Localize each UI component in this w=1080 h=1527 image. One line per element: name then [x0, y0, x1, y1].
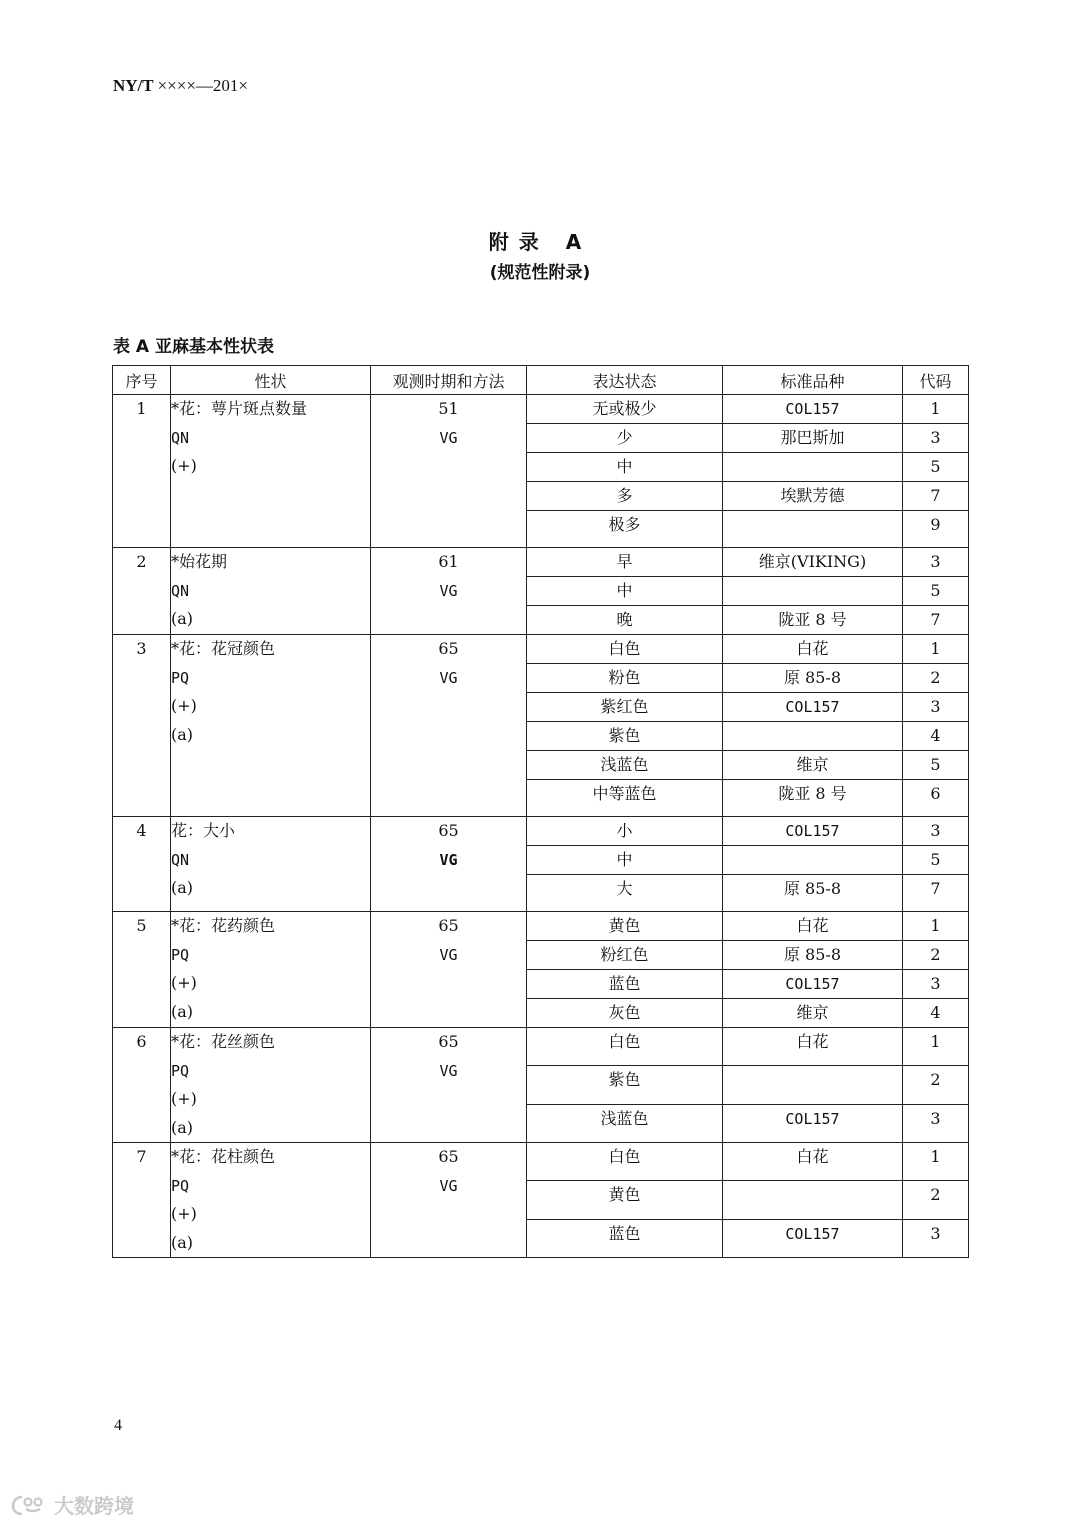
variety-cell: 维京 [723, 999, 903, 1028]
trait-name: *花：花冠颜色 [171, 639, 276, 658]
trait-attribute: PQ [171, 1061, 190, 1080]
state-cell: 中 [527, 577, 723, 606]
variety-cell: 维京(VIKING) [723, 548, 903, 577]
variety-cell [723, 846, 903, 875]
seq-number: 3 [136, 639, 147, 658]
state-cell: 粉色 [527, 664, 723, 693]
variety-cell: COL157 [723, 970, 903, 999]
trait-attribute: (a) [171, 724, 194, 744]
seq-cell [113, 395, 171, 548]
state-cell: 多 [527, 482, 723, 511]
observation-cell [371, 548, 527, 635]
trait-attribute: (+) [171, 1204, 197, 1223]
standard-number: ××××—201× [157, 76, 248, 95]
table-header-row [113, 366, 969, 395]
variety-cell: 白花 [723, 912, 903, 941]
state-cell: 中等蓝色 [527, 780, 723, 817]
observation-method: VG [439, 668, 458, 687]
state-cell: 白色 [527, 1143, 723, 1181]
variety-cell [723, 1181, 903, 1219]
code-cell: 4 [903, 999, 969, 1028]
code-cell: 1 [903, 395, 969, 424]
column-header: 代码 [903, 366, 969, 395]
variety-cell: 陇亚 8 号 [723, 606, 903, 635]
code-cell: 1 [903, 1028, 969, 1066]
variety-cell [723, 511, 903, 548]
state-cell: 浅蓝色 [527, 751, 723, 780]
observation-cell [371, 1143, 527, 1258]
code-cell: 4 [903, 722, 969, 751]
variety-cell: COL157 [723, 1104, 903, 1142]
trait-attribute: PQ [171, 945, 190, 964]
variety-cell: 埃默芳德 [723, 482, 903, 511]
variety-cell [723, 722, 903, 751]
trait-name: *花：萼片斑点数量 [171, 399, 308, 418]
trait-name: *花：花柱颜色 [171, 1147, 276, 1166]
trait-attribute: (a) [171, 1001, 194, 1021]
column-header: 观测时期和方法 [371, 366, 527, 395]
variety-cell [723, 577, 903, 606]
trait-attribute: (+) [171, 1089, 197, 1108]
observation-method: VG [439, 945, 458, 964]
trait-name: *始花期 [171, 552, 228, 571]
seq-cell [113, 912, 171, 1028]
variety-cell: 那巴斯加 [723, 424, 903, 453]
trait-attribute: QN [171, 850, 190, 869]
observation-method: VG [439, 1176, 458, 1195]
growth-stage: 65 [438, 639, 459, 658]
code-cell: 1 [903, 912, 969, 941]
code-cell: 6 [903, 780, 969, 817]
trait-attribute: (+) [171, 456, 197, 475]
state-cell: 灰色 [527, 999, 723, 1028]
trait-attribute: (a) [171, 1117, 194, 1137]
variety-cell: COL157 [723, 817, 903, 846]
trait-name: *花：花丝颜色 [171, 1032, 276, 1051]
table-row [113, 1028, 969, 1066]
code-cell: 3 [903, 970, 969, 999]
variety-cell: 白花 [723, 1143, 903, 1181]
state-cell: 紫色 [527, 722, 723, 751]
code-cell: 7 [903, 606, 969, 635]
trait-cell [171, 395, 371, 548]
standard-code [113, 76, 248, 96]
code-cell: 3 [903, 693, 969, 722]
state-cell: 浅蓝色 [527, 1104, 723, 1142]
trait-attribute: (a) [171, 609, 194, 628]
code-cell: 2 [903, 664, 969, 693]
state-cell: 白色 [527, 635, 723, 664]
seq-number: 6 [136, 1032, 147, 1051]
state-cell: 晚 [527, 606, 723, 635]
code-cell: 7 [903, 875, 969, 912]
state-cell: 黄色 [527, 912, 723, 941]
trait-cell [171, 1028, 371, 1143]
code-cell: 3 [903, 424, 969, 453]
state-cell: 蓝色 [527, 970, 723, 999]
seq-number: 2 [136, 552, 147, 571]
code-cell: 5 [903, 751, 969, 780]
trait-attribute: (a) [171, 878, 194, 897]
seq-number: 1 [136, 399, 147, 418]
state-cell: 小 [527, 817, 723, 846]
variety-cell [723, 1066, 903, 1104]
observation-method: VG [439, 428, 458, 447]
variety-cell: COL157 [723, 693, 903, 722]
trait-cell [171, 817, 371, 912]
table-caption: 表 A 亚麻基本性状表 [113, 337, 274, 357]
column-header: 序号 [113, 366, 171, 395]
seq-cell [113, 817, 171, 912]
trait-cell [171, 1143, 371, 1258]
growth-stage: 61 [438, 552, 459, 571]
variety-cell: 白花 [723, 1028, 903, 1066]
state-cell: 中 [527, 846, 723, 875]
traits-table [112, 365, 969, 1258]
trait-cell [171, 912, 371, 1028]
state-cell: 白色 [527, 1028, 723, 1066]
growth-stage: 65 [438, 821, 459, 840]
variety-cell [723, 453, 903, 482]
watermark-text: 大数跨境 [54, 1494, 134, 1518]
observation-cell [371, 912, 527, 1028]
annex-subtitle: (规范性附录) [489, 263, 591, 283]
observation-cell [371, 817, 527, 912]
column-header: 标准品种 [723, 366, 903, 395]
table-row [113, 635, 969, 664]
variety-cell: 原 85-8 [723, 664, 903, 693]
code-cell: 5 [903, 846, 969, 875]
trait-name: *花：花药颜色 [171, 916, 276, 935]
code-cell: 5 [903, 577, 969, 606]
state-cell: 蓝色 [527, 1219, 723, 1257]
seq-cell [113, 548, 171, 635]
code-cell: 1 [903, 1143, 969, 1181]
state-cell: 无或极少 [527, 395, 723, 424]
page-number: 4 [114, 1417, 122, 1434]
state-cell: 极多 [527, 511, 723, 548]
table-row [113, 395, 969, 424]
code-cell: 3 [903, 817, 969, 846]
state-cell: 紫色 [527, 1066, 723, 1104]
variety-cell: 原 85-8 [723, 941, 903, 970]
seq-cell [113, 1028, 171, 1143]
code-cell: 5 [903, 453, 969, 482]
watermark [10, 1490, 134, 1519]
trait-attribute: (a) [171, 1232, 194, 1252]
growth-stage: 51 [438, 399, 459, 418]
state-cell: 大 [527, 875, 723, 912]
observation-method: VG [439, 581, 458, 600]
state-cell: 中 [527, 453, 723, 482]
column-header: 表达状态 [527, 366, 723, 395]
table-body [113, 395, 969, 1258]
trait-attribute: PQ [171, 1176, 190, 1195]
code-cell: 2 [903, 1181, 969, 1219]
variety-cell: COL157 [723, 395, 903, 424]
trait-attribute: QN [171, 581, 190, 600]
variety-cell: 陇亚 8 号 [723, 780, 903, 817]
state-cell: 紫红色 [527, 693, 723, 722]
code-cell: 3 [903, 548, 969, 577]
observation-method: VG [439, 850, 458, 869]
code-cell: 3 [903, 1219, 969, 1257]
variety-cell: 维京 [723, 751, 903, 780]
state-cell: 少 [527, 424, 723, 453]
code-cell: 3 [903, 1104, 969, 1142]
seq-number: 4 [136, 821, 147, 840]
trait-attribute: (+) [171, 973, 197, 992]
observation-cell [371, 395, 527, 548]
growth-stage: 65 [438, 916, 459, 935]
trait-attribute: PQ [171, 668, 190, 687]
growth-stage: 65 [438, 1032, 459, 1051]
trait-name: 花：大小 [171, 821, 236, 840]
state-cell: 黄色 [527, 1181, 723, 1219]
observation-cell [371, 1028, 527, 1143]
seq-cell [113, 1143, 171, 1258]
table-row [113, 817, 969, 846]
table-row [113, 912, 969, 941]
code-cell: 7 [903, 482, 969, 511]
watermark-logo-icon [10, 1494, 50, 1516]
variety-cell: 白花 [723, 635, 903, 664]
observation-cell [371, 635, 527, 817]
state-cell: 早 [527, 548, 723, 577]
trait-cell [171, 635, 371, 817]
seq-cell [113, 635, 171, 817]
variety-cell: COL157 [723, 1219, 903, 1257]
column-header: 性状 [171, 366, 371, 395]
table-row [113, 548, 969, 577]
trait-attribute: (+) [171, 696, 197, 715]
code-cell: 1 [903, 635, 969, 664]
seq-number: 7 [136, 1147, 147, 1166]
code-cell: 2 [903, 941, 969, 970]
code-cell: 2 [903, 1066, 969, 1104]
seq-number: 5 [136, 916, 147, 935]
table-row [113, 1143, 969, 1181]
growth-stage: 65 [438, 1147, 459, 1166]
annex-title: 附录 A [488, 230, 592, 254]
state-cell: 粉红色 [527, 941, 723, 970]
code-cell: 9 [903, 511, 969, 548]
observation-method: VG [439, 1061, 458, 1080]
standard-prefix: NY/T [113, 76, 154, 95]
trait-cell [171, 548, 371, 635]
trait-attribute: QN [171, 428, 190, 447]
variety-cell: 原 85-8 [723, 875, 903, 912]
